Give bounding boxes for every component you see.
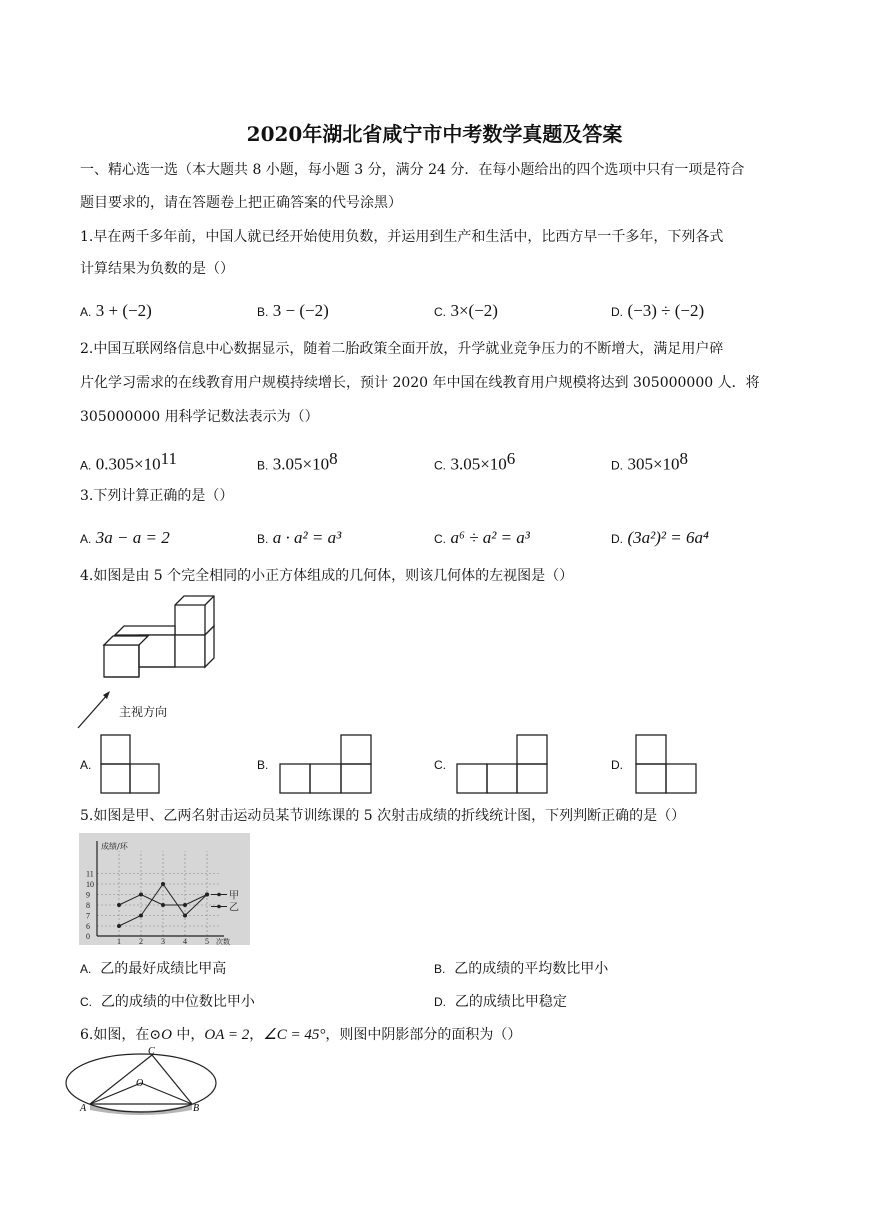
- q3-option-b[interactable]: B. a · a² = a³: [257, 528, 342, 547]
- q1-option-d[interactable]: D. (−3) ÷ (−2): [611, 301, 705, 320]
- q6-line-ao: [90, 1083, 141, 1104]
- q5-y-axis-label: 成绩/环: [101, 842, 128, 851]
- q6-point-b: B: [193, 1103, 200, 1114]
- q5-legend-label: 乙: [229, 902, 239, 914]
- q1-text-line1: 1.早在两千多年前，中国人就已经开始使用负数，并运用到生产和生活中，比西方早一千多年，下列各式: [80, 229, 724, 245]
- q2-option-c[interactable]: C. $3.05\times 10^6$: [434, 449, 516, 474]
- q3-option-d[interactable]: D. (3a²)² = 6a⁴: [611, 528, 709, 547]
- q4-direction-label: 主视方向: [119, 705, 168, 719]
- q5-x-tick: 1: [117, 937, 121, 946]
- q5-legend-label: 甲: [229, 890, 239, 902]
- q5-y-tick: 6: [86, 922, 90, 931]
- q5-y-tick: 10: [86, 880, 94, 889]
- q6-line-bc: [152, 1055, 192, 1104]
- q6-line-bo: [141, 1083, 192, 1104]
- q5-x-tick: 2: [139, 937, 143, 946]
- q5-y-tick: 11: [86, 869, 94, 879]
- q5-option-c[interactable]: C. 乙的成绩的中位数比甲小: [80, 994, 255, 1010]
- q2-text-line3: 305000000 用科学记数法表示为（）: [80, 409, 319, 425]
- q5-option-d[interactable]: D. 乙的成绩比甲稳定: [434, 994, 567, 1010]
- q5-y-tick: 9: [86, 890, 90, 900]
- q2-text-line1: 2.中国互联网络信息中心数据显示，随着二胎政策全面开放，升学就业竞争压力的不断增大，满足用户碎: [80, 341, 724, 357]
- q3-option-a[interactable]: A. 3a − a = 2: [80, 528, 170, 547]
- q5-x-tick: 4: [183, 937, 187, 946]
- q5-option-a[interactable]: A. 乙的最好成绩比甲高: [80, 961, 227, 977]
- q5-x-tick: 5: [205, 937, 209, 946]
- q6-shaded-segment: [90, 1104, 192, 1115]
- q5-text: 5.如图是甲、乙两名射击运动员某节训练课的 5 次射击成绩的折线统计图，下列判断正确的是（）: [80, 808, 686, 824]
- q5-y-tick: 0: [86, 932, 90, 941]
- q6-point-a: A: [80, 1103, 87, 1114]
- q1-option-a[interactable]: A. 3 + (−2): [80, 301, 152, 320]
- q2-option-b[interactable]: B. $3.05\times 10^8$: [257, 449, 338, 474]
- section-intro-line1: 一、精心选一选（本大题共 8 小题，每小题 3 分，满分 24 分．在每小题给出的四个选项中只有一项是符合: [80, 162, 745, 178]
- q4-option-c[interactable]: C.: [434, 758, 446, 772]
- q6-point-c: C: [148, 1046, 155, 1057]
- q4-option-a[interactable]: A.: [80, 758, 92, 772]
- q2-option-a[interactable]: A. $0.305\times 10^{11}$: [80, 449, 178, 474]
- q4-option-d[interactable]: D.: [611, 758, 623, 772]
- q2-option-d[interactable]: D. $305\times 10^8$: [611, 449, 689, 474]
- page-title: 2020年湖北省咸宁市中考数学真题及答案: [246, 122, 623, 146]
- q6-text: 6.如图，在⊙O 中，OA = 2，∠C = 45°，则图中阴影部分的面积为（）: [80, 1027, 522, 1043]
- q4-option-b[interactable]: B.: [257, 758, 269, 772]
- q5-x-tick: 3: [161, 937, 165, 946]
- section-intro-line2: 题目要求的，请在答题卷上把正确答案的代号涂黑）: [80, 195, 402, 211]
- q5-x-axis-label: 次数: [216, 938, 230, 946]
- q6-point-o: O: [136, 1078, 144, 1089]
- q3-text: 3.下列计算正确的是（）: [80, 488, 234, 504]
- q1-option-b[interactable]: B. 3 − (−2): [257, 301, 329, 320]
- q4-text: 4.如图是由 5 个完全相同的小正方体组成的几何体，则该几何体的左视图是（）: [80, 568, 574, 584]
- q1-option-c[interactable]: C. 3×(−2): [434, 301, 498, 320]
- q5-y-tick: 7: [86, 911, 90, 921]
- q5-option-b[interactable]: B. 乙的成绩的平均数比甲小: [434, 961, 609, 977]
- q5-y-tick: 8: [86, 901, 90, 910]
- q1-text-line2: 计算结果为负数的是（）: [80, 261, 234, 277]
- q2-text-line2: 片化学习需求的在线教育用户规模持续增长，预计 2020 年中国在线教育用户规模将达到 305000000 人．将: [80, 375, 760, 391]
- q3-option-c[interactable]: C. a⁶ ÷ a² = a³: [434, 528, 530, 547]
